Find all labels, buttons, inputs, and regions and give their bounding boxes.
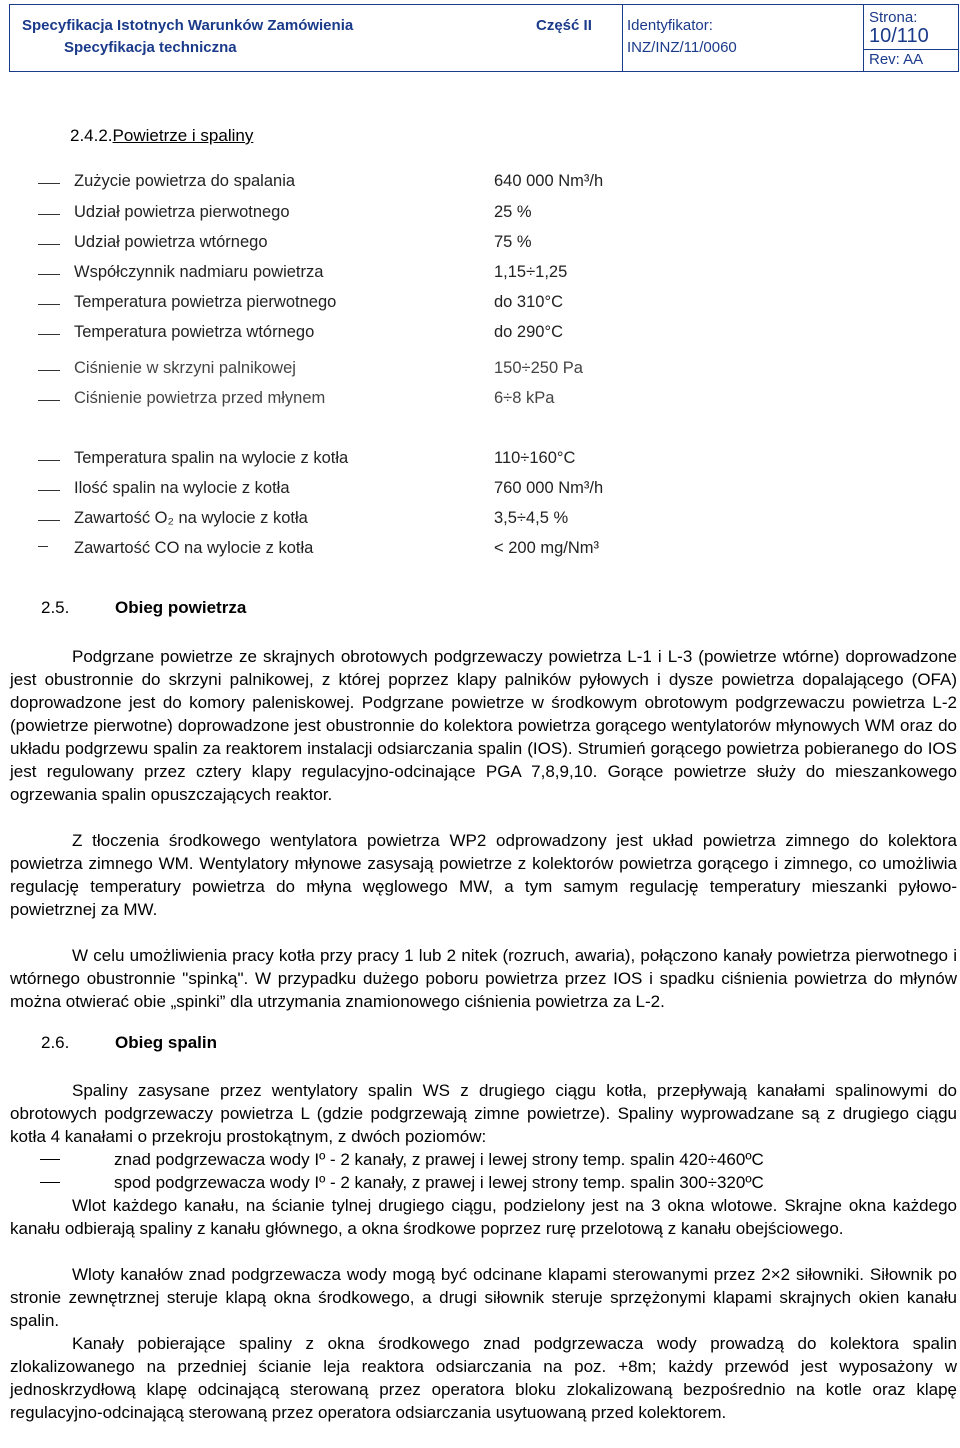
paragraph: Spaliny zasysane przez wentylatory spalin WS z drugiego ciągu kotła, przepływają kanałami spalinowymi do obrotowych podgrzewaczy powietrza L (gdzie podgrzewają zimne powietrze). Spaliny wyprowadzane są z drugiego ciągu kotła 4 kanałami o przekroju prostokątnym, z dwóch poziomów: (10, 1081, 957, 1146)
bullet-list (10, 1148, 957, 1194)
header-divider (863, 49, 958, 50)
param-value: 25 % (494, 203, 532, 221)
section-title: Powietrze i spaliny (112, 126, 254, 145)
section-number: 2.6. (41, 1033, 70, 1052)
param-name: Współczynnik nadmiaru powietrza (74, 263, 324, 281)
param-name: Ciśnienie w skrzyni palnikowej (74, 359, 296, 377)
list-item: spod podgrzewacza wody Iº - 2 kanały, z prawej i lewej strony temp. spalin 300÷320ºC (10, 1171, 957, 1194)
param-name: Udział powietrza pierwotnego (74, 203, 290, 221)
param-name: Temperatura powietrza pierwotnego (74, 293, 337, 311)
paragraph: Z tłoczenia środkowego wentylatora powietrza WP2 odprowadzony jest układ powietrza zimnego do kolektora powietrza zimnego WM. Wentylatory młynowe zasysają powietrze z kolektorów powietrza gorącego i zimnego, co umożliwia regulację temperatury powietrza do młyna węglowego MW, a tym samym regulację temperatury mieszanki pyłowo-powietrznej za MW. (10, 831, 957, 919)
section-number: 2.5. (41, 598, 70, 617)
revision: Rev: AA (869, 51, 924, 68)
paragraph: Podgrzane powietrze ze skrajnych obrotowych podgrzewaczy powietrza L-1 i L-3 (powietrze wtórne) doprowadzone jest obustronnie do skrzyni palnikowej, z której poprzez klapy palników pyłowych i dysze powietrza dopalającego (OFA) doprowadzone jest do komory paleniskowej. Podgrzane powietrze w środkowym obrotowym podgrzewaczu powietrza L-2 (powietrze pierwotne) doprowadzone jest obustronnie do kolektora powietrza gorącego wentylatorów młynowych WM oraz do układu podgrzewu spalin za reaktorem instalacji odsiarczania spalin (IOS). Strumień gorącego powietrza pobieranego do IOS jest regulowany przez cztery klapy regulacyjno-odcinające PGA 7,8,9,10. Gorące powietrze służy do mieszankowego ogrzewania spalin opuszczających reaktor. (10, 647, 957, 804)
section-heading-25 (41, 598, 246, 618)
doc-part: Część II (536, 17, 592, 34)
param-name: Temperatura spalin na wylocie z kotła (74, 449, 349, 467)
param-name: Ciśnienie powietrza przed młynem (74, 389, 326, 407)
paragraph: W celu umożliwienia pracy kotła przy pracy 1 lub 2 nitek (rozruch, awaria), połączono kanały powietrza pierwotnego i wtórnego obustronnie "spinką". W przypadku dużego poboru powietrza przez IOS i spadku ciśnienia powietrza do młynów można otwierać obie „spinki” dla utrzymania znamionowego ciśnienia powietrza za L-2. (10, 946, 957, 1011)
param-value: do 290°C (494, 323, 563, 341)
header-divider (622, 5, 623, 71)
param-value: 6÷8 kPa (494, 389, 555, 407)
paragraph: Wloty kanałów znad podgrzewacza wody mogą być odcinane klapami sterowanymi przez 2×2 siłowniki. Siłownik po stronie zewnętrznej steruje klapą okna środkowego, a drugi siłownik steruje sprzężonymi klapami skrajnych okien kanału spalin. (10, 1265, 957, 1330)
param-value: 75 % (494, 233, 532, 251)
id-label: Identyfikator: (627, 17, 713, 34)
id-value: INZ/INZ/11/0060 (627, 39, 737, 56)
doc-title: Specyfikacja Istotnych Warunków Zamówienia (22, 17, 354, 34)
param-name: Ilość spalin na wylocie z kotła (74, 479, 290, 497)
header-divider (863, 5, 864, 71)
paragraph: Wlot każdego kanału, na ścianie tylnej drugiego ciągu, podzielony jest na 3 okna wlotowe. Skrajne okna każdego kanału odbierają spaliny z kanału głównego, a okna środkowe poprzez rurę przelotową z kanału obejściowego. (10, 1196, 957, 1238)
page-number: 10/110 (869, 25, 929, 47)
list-item: znad podgrzewacza wody Iº - 2 kanały, z prawej i lewej strony temp. spalin 420÷460ºC (10, 1148, 957, 1171)
page-header (9, 4, 959, 72)
section-heading-242 (70, 126, 253, 146)
section-heading-26 (41, 1033, 217, 1053)
param-value: 640 000 Nm³/h (494, 172, 604, 190)
param-value: 3,5÷4,5 % (494, 509, 569, 527)
param-value: 150÷250 Pa (494, 359, 583, 377)
param-value: do 310°C (494, 293, 563, 311)
param-name: Temperatura powietrza wtórnego (74, 323, 315, 341)
section-title: Obieg powietrza (115, 598, 247, 617)
section-title: Obieg spalin (115, 1033, 218, 1052)
section-number: 2.4.2. (70, 126, 113, 145)
param-value: 760 000 Nm³/h (494, 479, 604, 497)
param-value: < 200 mg/Nm³ (494, 539, 599, 557)
param-name: Zawartość CO na wylocie z kotła (74, 539, 314, 557)
param-name: Udział powietrza wtórnego (74, 233, 268, 251)
param-value: 1,15÷1,25 (494, 263, 568, 281)
param-value: 110÷160°C (494, 449, 576, 467)
doc-subtitle: Specyfikacja techniczna (64, 39, 237, 56)
paragraph: Kanały pobierające spaliny z okna środkowego znad podgrzewacza wody prowadzą do kolektora spalin zlokalizowanego na przedniej ścianie leja reaktora odsiarczania na poz. +8m; każdy przewód jest wyposażony w jednoskrzydłową klapę odcinającą sterowaną przez operatora bloku zlokalizowaną bezpośrednio na kotle oraz klapę regulacyjno-odcinającą sterowaną przez operatora odsiarczania usytuowaną przed kolektorem. (10, 1334, 957, 1422)
param-name: Zużycie powietrza do spalania (74, 172, 296, 190)
page-label: Strona: (869, 9, 918, 26)
param-name: Zawartość O₂ na wylocie z kotła (74, 509, 308, 527)
